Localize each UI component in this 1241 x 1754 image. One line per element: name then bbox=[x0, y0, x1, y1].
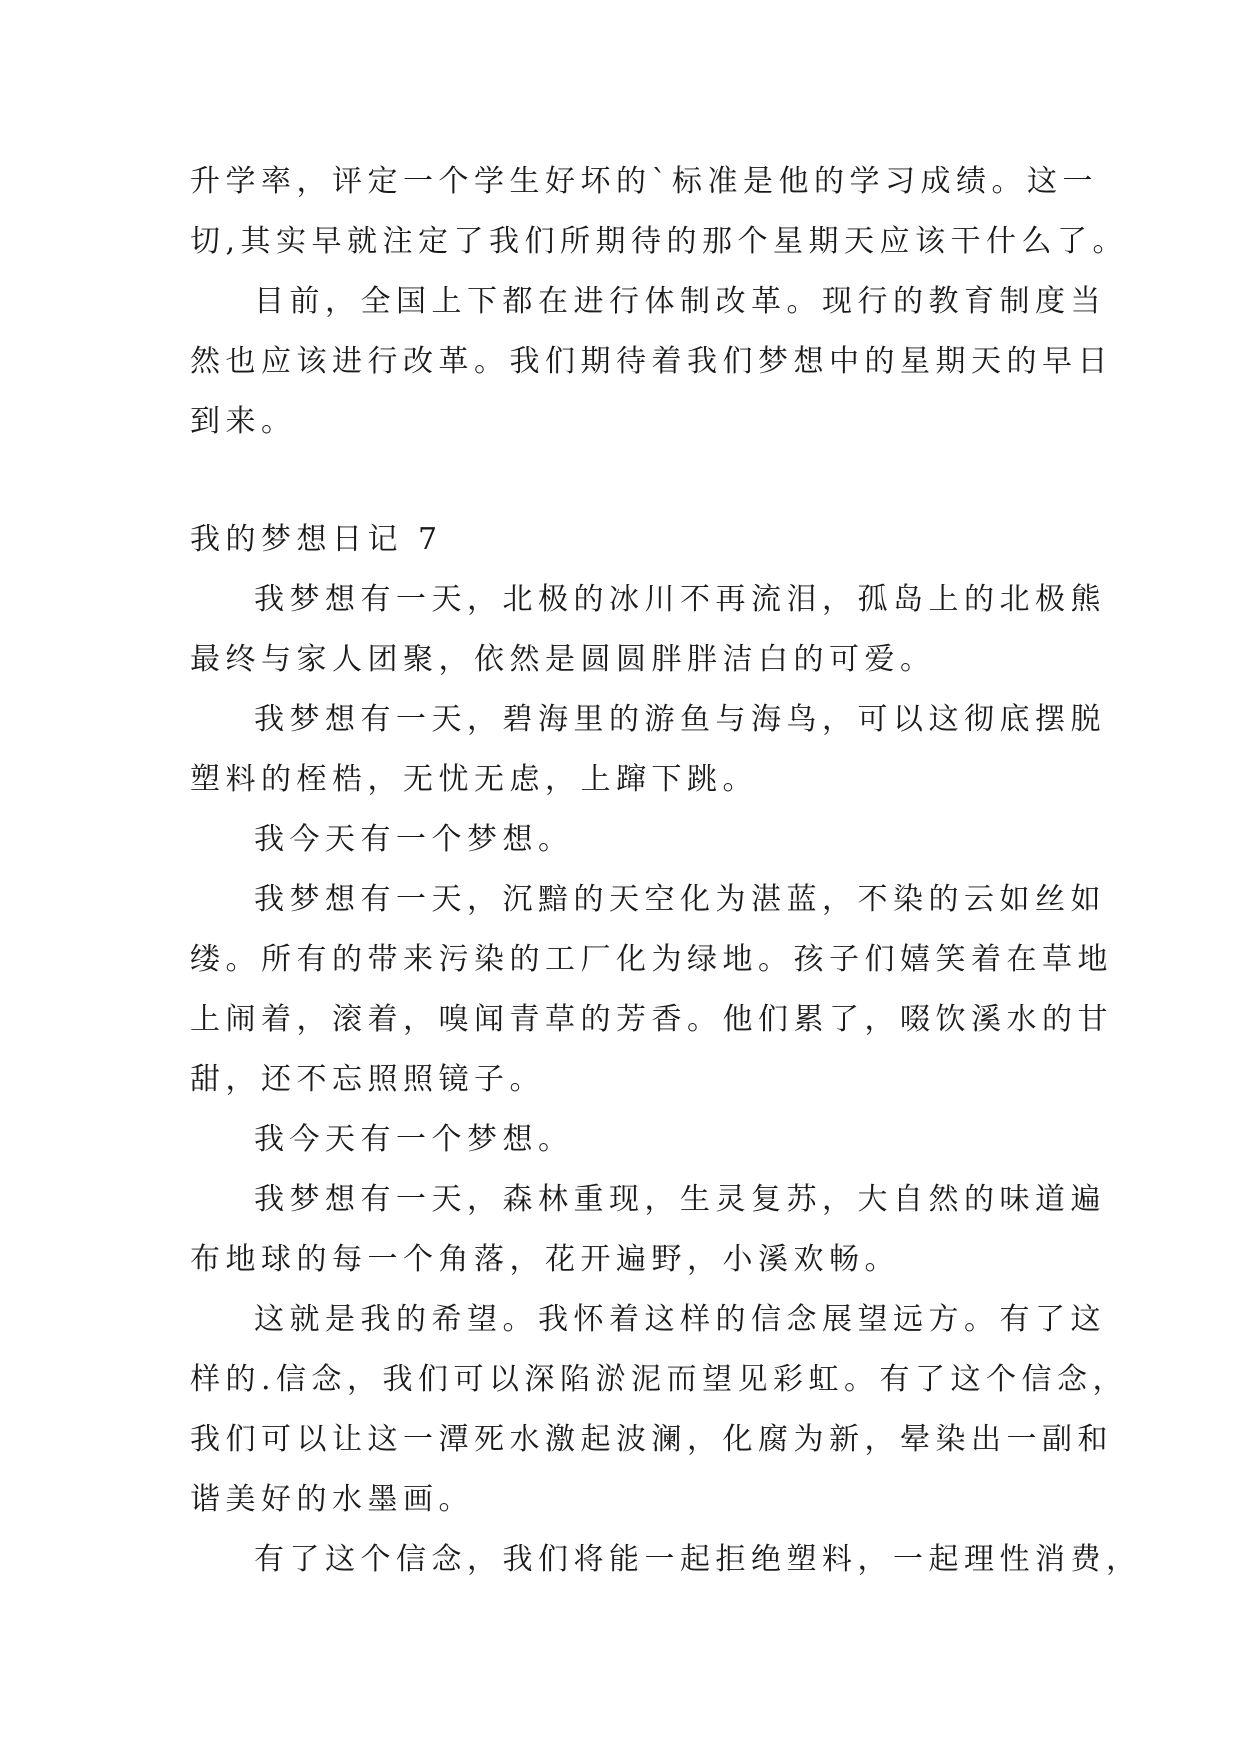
text-line: 上闹着，滚着，嗅闻青草的芳香。他们累了，啜饮溪水的甘 bbox=[190, 1002, 1113, 1037]
paragraph-start: 这就是我的希望。我怀着这样的信念展望远方。有了这 bbox=[254, 1302, 1106, 1337]
paragraph-start: 我梦想有一天，森林重现，生灵复苏，大自然的味道遍 bbox=[254, 1182, 1106, 1217]
text-line: 缕。所有的带来污染的工厂化为绿地。孩子们嬉笑着在草地 bbox=[190, 942, 1113, 977]
paragraph-start: 我梦想有一天，北极的冰川不再流泪，孤岛上的北极熊 bbox=[254, 582, 1106, 617]
paragraph-start: 我梦想有一天，碧海里的游鱼与海鸟，可以这彻底摆脱 bbox=[254, 702, 1106, 737]
paragraph-start: 有了这个信念，我们将能一起拒绝塑料，一起理性消费， bbox=[254, 1542, 1142, 1577]
text-line: 谐美好的水墨画。 bbox=[190, 1482, 474, 1517]
text-line: 到来。 bbox=[190, 404, 297, 439]
paragraph-start: 我梦想有一天，沉黯的天空化为湛蓝，不染的云如丝如 bbox=[254, 882, 1106, 917]
paragraph-start: 我今天有一个梦想。 bbox=[254, 1122, 574, 1157]
paragraph-start: 目前，全国上下都在进行体制改革。现行的教育制度当 bbox=[254, 284, 1106, 319]
text-line: 升学率，评定一个学生好坏的`标准是他的学习成绩。这一 bbox=[190, 164, 1098, 199]
text-line: 样的.信念，我们可以深陷淤泥而望见彩虹。有了这个信念， bbox=[190, 1362, 1129, 1397]
section-heading: 我的梦想日记 7 bbox=[190, 522, 443, 557]
text-line: 塑料的桎梏，无忧无虑，上蹿下跳。 bbox=[190, 762, 758, 797]
text-line: 布地球的每一个角落，花开遍野，小溪欢畅。 bbox=[190, 1242, 900, 1277]
text-line: 我们可以让这一潭死水激起波澜，化腐为新，晕染出一副和 bbox=[190, 1422, 1113, 1457]
text-line: 甜，还不忘照照镜子。 bbox=[190, 1062, 545, 1097]
paragraph-start: 我今天有一个梦想。 bbox=[254, 822, 574, 857]
text-line: 切,其实早就注定了我们所期待的那个星期天应该干什么了。 bbox=[190, 224, 1129, 259]
text-line: 最终与家人团聚，依然是圆圆胖胖洁白的可爱。 bbox=[190, 642, 936, 677]
text-line: 然也应该进行改革。我们期待着我们梦想中的星期天的早日 bbox=[190, 344, 1113, 379]
